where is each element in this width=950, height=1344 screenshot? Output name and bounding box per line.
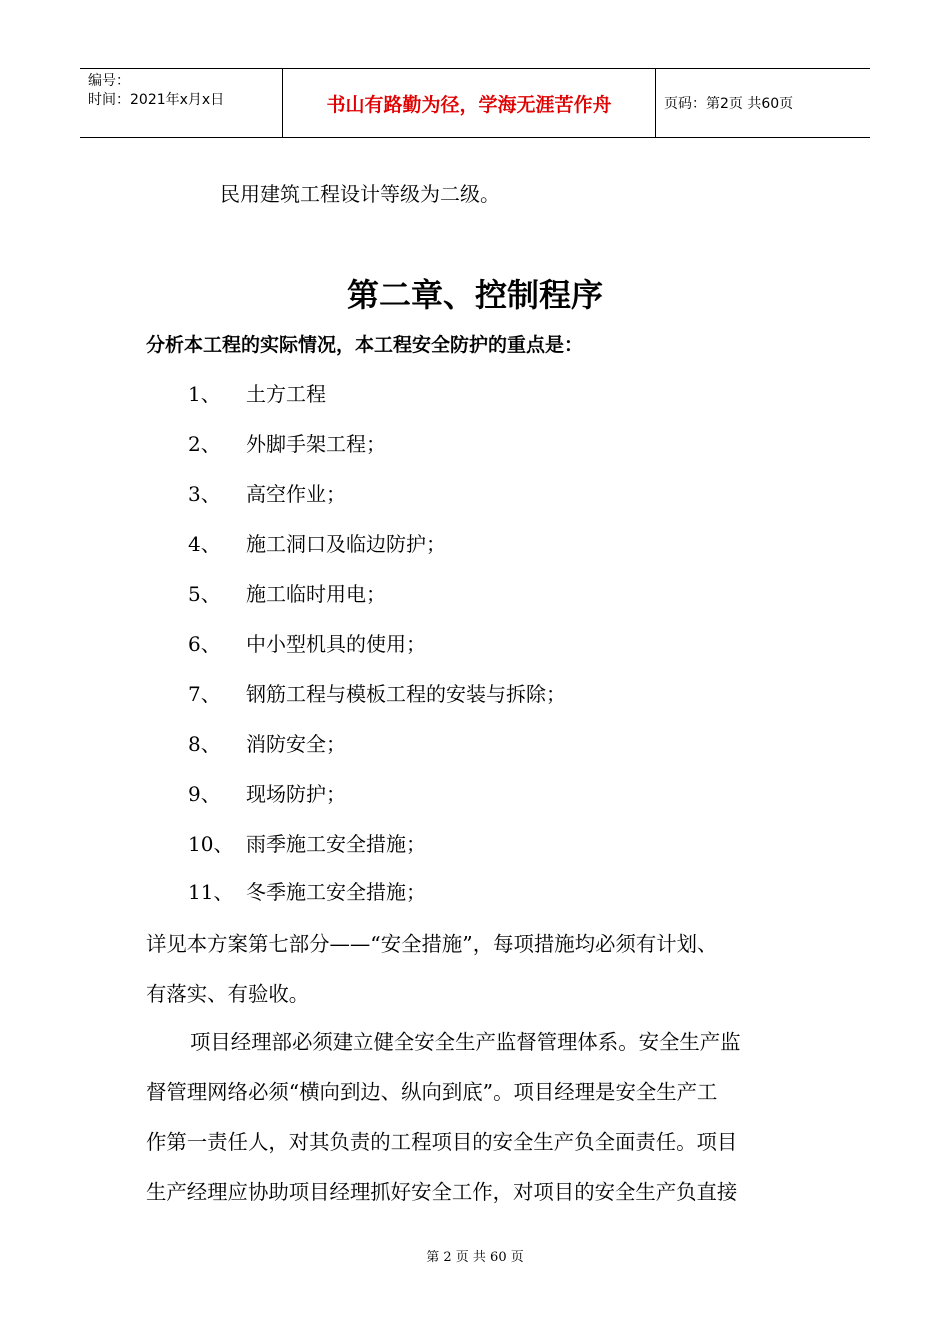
paragraph-line: 生产经理应协助项目经理抓好安全工作，对项目的安全生产负直接 [146,1180,738,1204]
list-item-number: 4、 [188,532,221,556]
page-footer: 第 2 页 共 60 页 [426,1250,524,1265]
list-item-number: 9、 [188,782,221,806]
paragraph-line: 作第一责任人，对其负责的工程项目的安全生产负全面责任。项目 [146,1130,738,1154]
list-item-number: 3、 [188,482,221,506]
list-item-number: 2、 [188,432,221,456]
document-number-label: 编号： [88,73,130,89]
list-item-text: 施工洞口及临边防护； [246,532,446,556]
list-item-text: 冬季施工安全措施； [246,880,426,904]
list-item-number: 11、 [188,880,234,904]
header-page-info: 页码：第2页 共60页 [664,96,794,112]
list-item-text: 中小型机具的使用； [246,632,426,656]
list-item-text: 土方工程 [246,382,326,406]
list-item-text: 现场防护； [246,782,346,806]
chapter-title: 第二章、控制程序 [346,276,603,314]
paragraph-line: 督管理网络必须“横向到边、纵向到底”。项目经理是安全生产工 [146,1080,718,1104]
list-item-text: 消防安全； [246,732,346,756]
list-item-number: 5、 [188,582,221,606]
header-meta-cell [80,69,282,137]
document-time-label: 时间：2021年x月x日 [88,92,225,108]
top-line: 民用建筑工程设计等级为二级。 [220,182,500,206]
list-item-number: 1、 [188,382,221,406]
list-item-text: 雨季施工安全措施； [246,832,426,856]
list-item-text: 高空作业； [246,482,346,506]
list-item-text: 外脚手架工程； [246,432,386,456]
paragraph-line: 有落实、有验收。 [146,982,310,1006]
list-item-text: 钢筋工程与模板工程的安装与拆除； [246,682,566,706]
paragraph-line: 项目经理部必须建立健全安全生产监督管理体系。安全生产监 [190,1030,741,1054]
paragraph-line: 详见本方案第七部分——“安全措施”，每项措施均必须有计划、 [146,932,718,956]
list-item-number: 7、 [188,682,221,706]
document-header [80,68,870,138]
list-item-number: 10、 [188,832,234,856]
list-item-number: 6、 [188,632,221,656]
header-motto: 书山有路勤为径，学海无涯苦作舟 [282,69,656,137]
list-item-text: 施工临时用电； [246,582,386,606]
list-item-number: 8、 [188,732,221,756]
intro-text: 分析本工程的实际情况，本工程安全防护的重点是： [146,334,584,356]
